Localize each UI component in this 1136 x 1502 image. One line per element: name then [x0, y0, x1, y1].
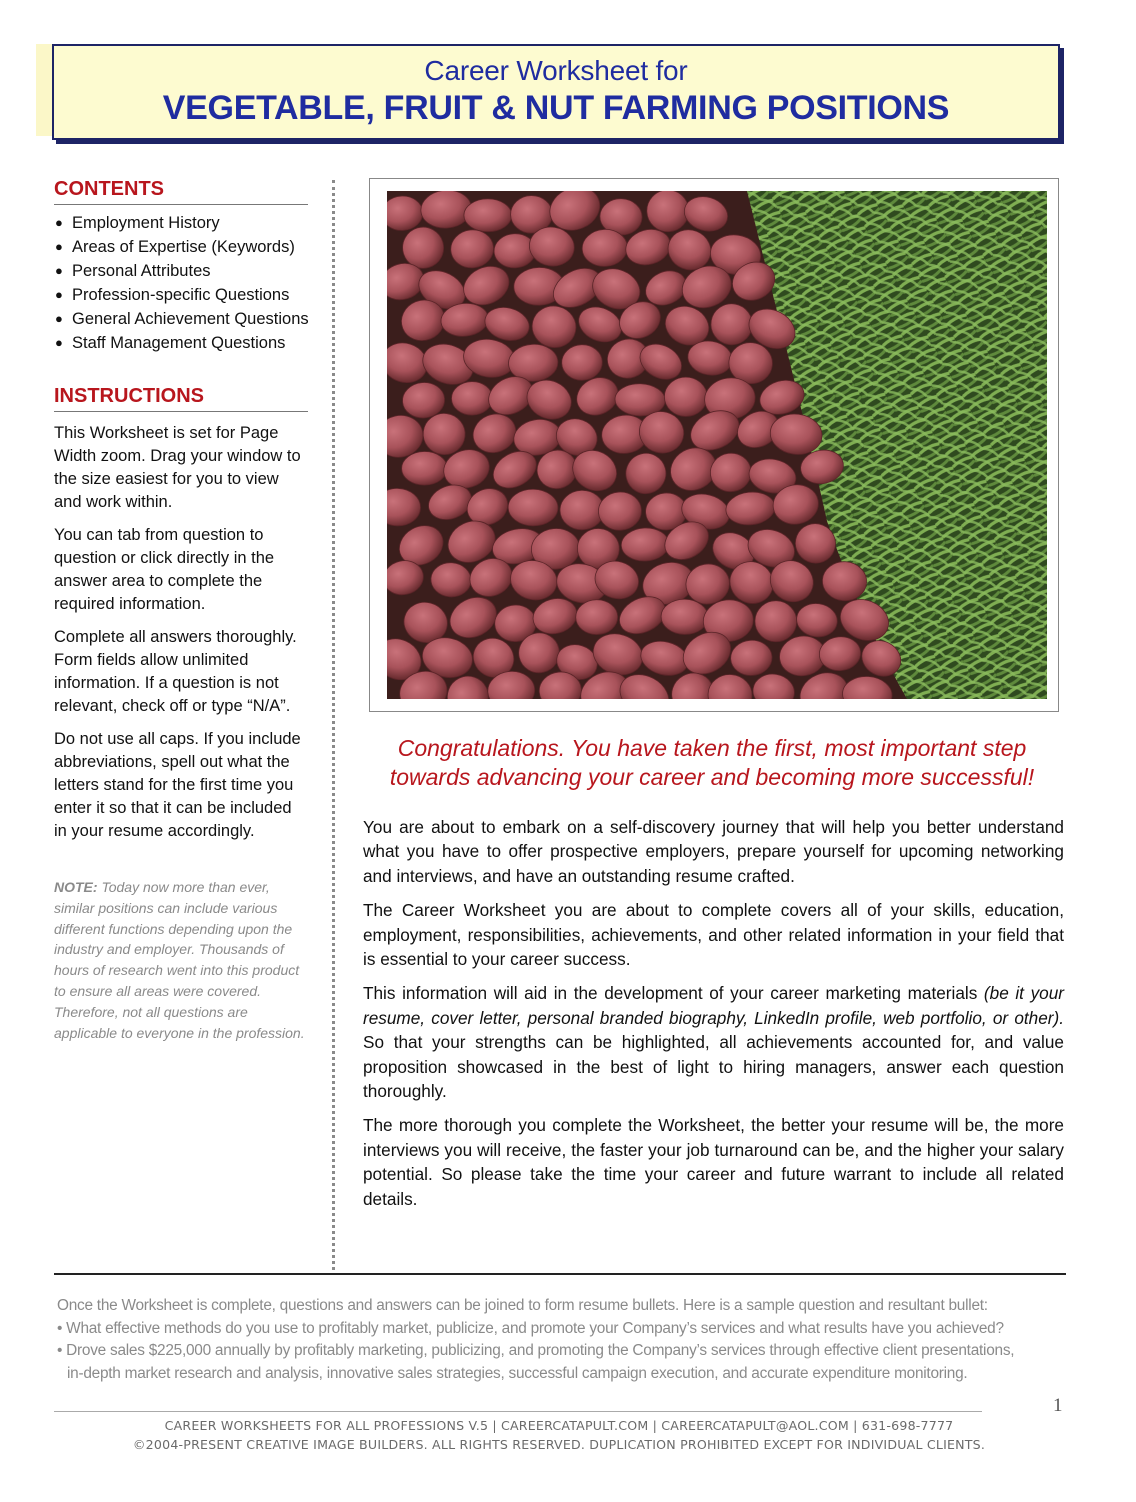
- sidebar: [54, 178, 308, 1043]
- potato-shape: [401, 451, 447, 485]
- footer-line-2: ©2004-PRESENT CREATIVE IMAGE BUILDERS. ALL RIGHTS RESERVED. DUPLICATION PROHIBITED EXCEPT FOR INDIVIDUAL CLIENTS.: [132, 1437, 986, 1452]
- potato-shape: [664, 377, 707, 416]
- contents-heading: CONTENTS: [54, 178, 308, 205]
- sample-bullet-line-1: • Drove sales $225,000 annually by profitably marketing, publicizing, and promoting the Company’s services through effective client presentations,: [57, 1342, 1015, 1359]
- contents-item: ● Employment History: [54, 211, 308, 235]
- note-body: Today now more than ever, similar positions can include various different functions depending upon the industry and employer. Thousands of hours of research went into this product to ensure all areas were covered. Therefore, not all questions are applicable to everyone in the profession.: [54, 879, 305, 1041]
- page-number: 1: [1053, 1395, 1063, 1416]
- sample-bullet-section: [57, 1295, 1067, 1385]
- bullet-icon: ●: [55, 335, 63, 350]
- title-line-1: Career Worksheet for: [424, 55, 688, 86]
- sample-intro: Once the Worksheet is complete, questions and answers can be joined to form resume bullets. Here is a sample question and resultant bullet:: [57, 1297, 988, 1314]
- contents-item: ● Profession-specific Questions: [54, 283, 308, 307]
- header-accent-bar: [36, 44, 52, 136]
- congratulations-message: [362, 734, 1062, 792]
- contents-item: ● Areas of Expertise (Keywords): [54, 235, 308, 259]
- potato-shape: [508, 489, 558, 526]
- note-label: NOTE:: [54, 879, 98, 895]
- congrats-line-2: towards advancing your career and becoming more successful!: [389, 764, 1035, 790]
- title-banner: [52, 44, 1060, 140]
- potato-shape: [464, 199, 512, 232]
- sample-bullet-line-2: in-depth market research and analysis, innovative sales strategies, successful campaign execution, and accurate expenditure monitoring.: [67, 1364, 968, 1382]
- bullet-icon: ●: [55, 239, 63, 254]
- potato-shape: [575, 599, 618, 635]
- bullet-icon: ●: [55, 287, 63, 302]
- bullet-icon: ●: [55, 311, 63, 326]
- column-divider: [332, 180, 335, 1270]
- instructions-heading: INSTRUCTIONS: [54, 385, 308, 412]
- contents-item: ● Personal Attributes: [54, 259, 308, 283]
- bullet-icon: ●: [55, 263, 63, 278]
- contents-list: [54, 211, 308, 355]
- body-paragraph: This information will aid in the development of your career marketing materials (be it your resume, cover letter, personal branded biography, LinkedIn profile, web portfolio, or other). So that your strengths can be highlighted, all achievements accounted for, and value proposition showcased in the best of light to hiring managers, answer each question thoroughly.: [363, 983, 1065, 1102]
- title-line-2: VEGETABLE, FRUIT & NUT FARMING POSITIONS: [162, 89, 950, 127]
- instructions-paragraph: You can tab from question to question or click directly in the answer area to complete the required information.: [54, 526, 275, 613]
- footer: [54, 1416, 1064, 1454]
- potato-shape: [661, 599, 709, 635]
- instructions-paragraph: Do not use all caps. If you include abbreviations, spell out what the letters stand for the first time you enter it so that it can be included in your resume accordingly.: [54, 730, 301, 840]
- photo-frame: [369, 178, 1059, 712]
- body-paragraph: The Career Worksheet you are about to complete covers all of your skills, education, employment, responsibilities, achievements, and other related information in your field that is essential to your career success.: [363, 900, 1064, 970]
- note-text: [54, 877, 308, 1043]
- potatoes-and-green-beans-photo: [387, 191, 1047, 699]
- body-paragraph: You are about to embark on a self-discovery journey that will help you better understand what you have to offer prospective employers, prepare yourself for upcoming networking and interviews, and have an outstanding resume crafted.: [363, 817, 1064, 886]
- contents-item: ● General Achievement Questions: [54, 307, 308, 331]
- congrats-line-1: Congratulations. You have taken the first, most important step: [397, 735, 1027, 761]
- footer-divider: [54, 1411, 982, 1412]
- intro-body: [363, 815, 1064, 1221]
- instructions-paragraph: Complete all answers thoroughly. Form fields allow unlimited information. If a question is not relevant, check off or type “N/A”.: [54, 628, 297, 715]
- footer-line-1: CAREER WORKSHEETS FOR ALL PROFESSIONS V.5 | CAREERCATAPULT.COM | CAREERCATAPULT@AOL.COM | 631-698-7777: [164, 1418, 954, 1433]
- section-divider: [54, 1273, 1066, 1275]
- sample-question: • What effective methods do you use to profitably market, publicize, and promote your Company’s services and what results have you achieved?: [57, 1319, 1004, 1337]
- potato-shape: [451, 381, 493, 415]
- contents-item: ● Staff Management Questions: [54, 331, 308, 355]
- bullet-icon: ●: [55, 215, 63, 230]
- body-paragraph: The more thorough you complete the Worksheet, the better your resume will be, the more interviews you will receive, the faster your job turnaround can be, and the higher your salary potential. So please take the time your career and future warrant to include all related details.: [363, 1115, 1064, 1209]
- instructions-paragraph: This Worksheet is set for Page Width zoom. Drag your window to the size easiest for you to view and work within.: [54, 424, 301, 511]
